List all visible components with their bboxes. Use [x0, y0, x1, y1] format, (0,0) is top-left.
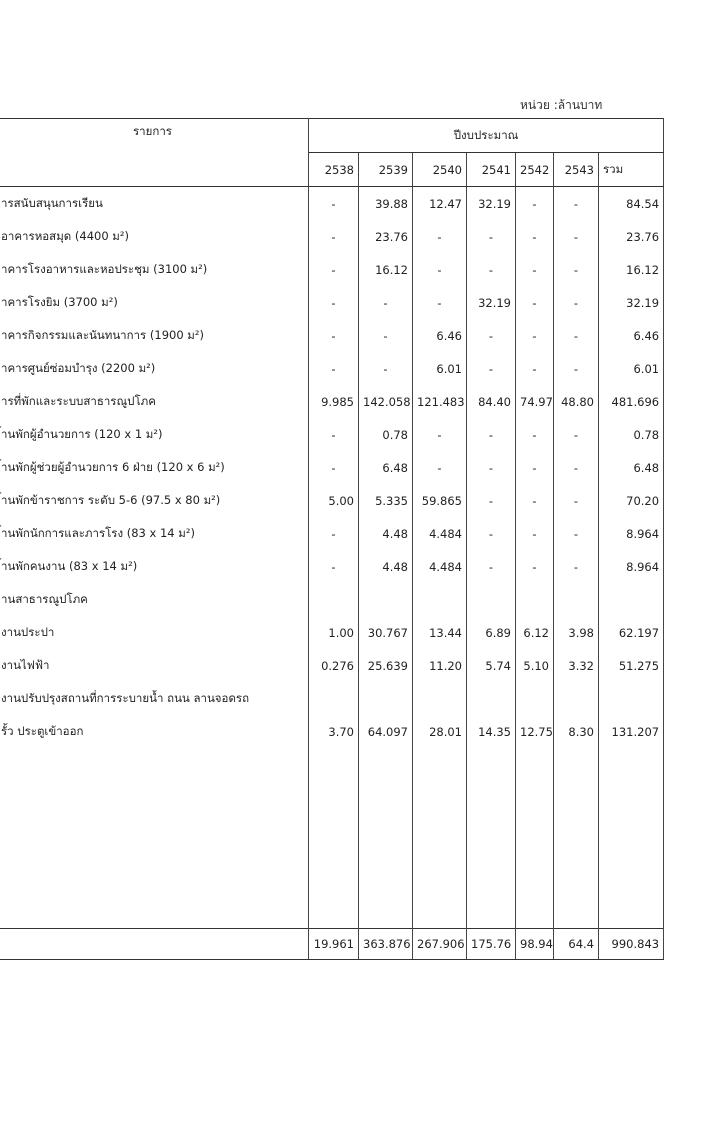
value-cell: 16.12	[359, 253, 413, 286]
value-cell: 142.058	[359, 385, 413, 418]
value-cell: 9.985	[309, 385, 359, 418]
value-cell: -	[554, 253, 599, 286]
item-label: านสาธารณูปโภค	[0, 583, 309, 616]
value-cell: -	[309, 517, 359, 550]
table-row	[0, 616, 664, 649]
value-cell: -	[309, 319, 359, 352]
value-cell: -	[516, 484, 554, 517]
table-row	[0, 682, 664, 715]
value-cell: -	[516, 550, 554, 583]
row-total-cell	[599, 583, 664, 616]
unit-label: หน่วย :ล้านบาท	[520, 98, 603, 112]
row-total-cell: 8.964	[599, 517, 664, 550]
value-cell: -	[413, 418, 467, 451]
value-cell	[467, 583, 516, 616]
value-cell	[516, 682, 554, 715]
value-cell	[413, 682, 467, 715]
item-label: าคารโรงอาหารและหอประชุม (3100 ม²)	[0, 253, 309, 286]
value-cell: 11.20	[413, 649, 467, 682]
row-total-cell: 70.20	[599, 484, 664, 517]
value-cell: 4.484	[413, 517, 467, 550]
item-label: อาคารหอสมุด (4400 ม²)	[0, 220, 309, 253]
value-cell: 84.40	[467, 385, 516, 418]
value-cell: -	[359, 352, 413, 385]
row-total-cell: 51.275	[599, 649, 664, 682]
total-cell: 19.961	[309, 929, 359, 960]
item-label: าคารโรงยิม (3700 ม²)	[0, 286, 309, 319]
table-row	[0, 385, 664, 418]
total-cell: 175.76	[467, 929, 516, 960]
table-row	[0, 220, 664, 253]
value-cell: -	[309, 550, 359, 583]
value-cell: 3.70	[309, 715, 359, 748]
value-cell: 32.19	[467, 187, 516, 221]
value-cell: 6.46	[413, 319, 467, 352]
value-cell: 23.76	[359, 220, 413, 253]
value-cell: -	[467, 418, 516, 451]
table-row	[0, 352, 664, 385]
value-cell: -	[467, 451, 516, 484]
value-cell: -	[516, 220, 554, 253]
value-cell: 1.00	[309, 616, 359, 649]
value-cell: -	[516, 187, 554, 221]
row-total-cell: 62.197	[599, 616, 664, 649]
value-cell: 5.74	[467, 649, 516, 682]
item-label: ้านพักข้าราชการ ระดับ 5-6 (97.5 x 80 ม²)	[0, 484, 309, 517]
value-cell: -	[516, 319, 554, 352]
value-cell: -	[516, 418, 554, 451]
value-cell: -	[309, 220, 359, 253]
table-row	[0, 451, 664, 484]
value-cell: 48.80	[554, 385, 599, 418]
value-cell	[359, 583, 413, 616]
table-row	[0, 187, 664, 221]
value-cell: -	[467, 484, 516, 517]
value-cell: -	[554, 187, 599, 221]
value-cell	[516, 583, 554, 616]
row-total-cell: 84.54	[599, 187, 664, 221]
totals-row	[0, 929, 664, 960]
value-cell: 121.483	[413, 385, 467, 418]
item-label: รั้ว ประตูเข้าออก	[0, 715, 309, 748]
value-cell: 3.98	[554, 616, 599, 649]
table-row	[0, 583, 664, 616]
value-cell: 0.276	[309, 649, 359, 682]
value-cell: 5.335	[359, 484, 413, 517]
value-cell: -	[413, 286, 467, 319]
value-cell: -	[554, 451, 599, 484]
value-cell: 12.47	[413, 187, 467, 221]
year-header: 2539	[359, 153, 413, 187]
table-row	[0, 550, 664, 583]
value-cell: -	[309, 418, 359, 451]
item-column-header: รายการ	[0, 119, 309, 187]
value-cell: -	[413, 253, 467, 286]
value-cell: -	[309, 187, 359, 221]
budget-table	[0, 118, 664, 960]
value-cell: 5.10	[516, 649, 554, 682]
value-cell	[554, 682, 599, 715]
year-header: 2541	[467, 153, 516, 187]
value-cell: -	[516, 253, 554, 286]
value-cell: 59.865	[413, 484, 467, 517]
value-cell: -	[359, 286, 413, 319]
value-cell: 0.78	[359, 418, 413, 451]
total-cell: 64.4	[554, 929, 599, 960]
table-row	[0, 649, 664, 682]
value-cell	[467, 682, 516, 715]
row-total-cell: 32.19	[599, 286, 664, 319]
row-total-cell: 131.207	[599, 715, 664, 748]
value-cell: 25.639	[359, 649, 413, 682]
total-cell: 98.94	[516, 929, 554, 960]
value-cell: -	[309, 352, 359, 385]
row-total-cell: 23.76	[599, 220, 664, 253]
table-row	[0, 286, 664, 319]
value-cell: -	[467, 517, 516, 550]
value-cell	[359, 682, 413, 715]
item-label: ารที่พักและระบบสาธารณูปโภค	[0, 385, 309, 418]
row-total-cell: 0.78	[599, 418, 664, 451]
value-cell: -	[309, 286, 359, 319]
value-cell: 39.88	[359, 187, 413, 221]
blank-area	[0, 748, 664, 929]
value-cell: -	[467, 352, 516, 385]
item-label: งานประปา	[0, 616, 309, 649]
value-cell: -	[467, 319, 516, 352]
value-cell: 4.48	[359, 517, 413, 550]
row-total-cell: 16.12	[599, 253, 664, 286]
row-total-cell: 6.01	[599, 352, 664, 385]
value-cell	[413, 583, 467, 616]
value-cell: -	[467, 550, 516, 583]
year-header: 2543	[554, 153, 599, 187]
value-cell: -	[554, 550, 599, 583]
value-cell: -	[554, 517, 599, 550]
item-label: ารสนับสนุนการเรียน	[0, 187, 309, 221]
value-cell: 13.44	[413, 616, 467, 649]
item-label: งานปรับปรุงสถานที่การระบายน้ำ ถนน ลานจอดรถ	[0, 682, 309, 715]
value-cell: -	[554, 286, 599, 319]
year-header: 2538	[309, 153, 359, 187]
value-cell: 6.89	[467, 616, 516, 649]
table-row	[0, 418, 664, 451]
value-cell: -	[516, 352, 554, 385]
item-label: าคารกิจกรรมและนันทนาการ (1900 ม²)	[0, 319, 309, 352]
table-row	[0, 319, 664, 352]
total-column-header: รวม	[599, 153, 664, 187]
table-row	[0, 517, 664, 550]
item-label: งานไฟฟ้า	[0, 649, 309, 682]
item-label: ้านพักนักการและภารโรง (83 x 14 ม²)	[0, 517, 309, 550]
table-row	[0, 484, 664, 517]
table-row	[0, 715, 664, 748]
value-cell: -	[467, 220, 516, 253]
total-cell: 990.843	[599, 929, 664, 960]
table-row	[0, 253, 664, 286]
row-total-cell	[599, 682, 664, 715]
value-cell: -	[554, 220, 599, 253]
item-label: ้านพักผู้อำนวยการ (120 x 1 ม²)	[0, 418, 309, 451]
value-cell: 4.48	[359, 550, 413, 583]
row-total-cell: 8.964	[599, 550, 664, 583]
row-total-cell: 6.46	[599, 319, 664, 352]
value-cell: -	[467, 253, 516, 286]
value-cell: 14.35	[467, 715, 516, 748]
fiscal-year-header: ปีงบประมาณ	[309, 119, 664, 153]
row-total-cell: 6.48	[599, 451, 664, 484]
value-cell: -	[516, 517, 554, 550]
item-label: ้านพักคนงาน (83 x 14 ม²)	[0, 550, 309, 583]
total-cell: 267.906	[413, 929, 467, 960]
value-cell: 28.01	[413, 715, 467, 748]
value-cell: 64.097	[359, 715, 413, 748]
value-cell	[554, 583, 599, 616]
item-label: ้านพักผู้ช่วยผู้อำนวยการ 6 ฝ่าย (120 x 6 ม²)	[0, 451, 309, 484]
value-cell: 30.767	[359, 616, 413, 649]
value-cell: -	[413, 451, 467, 484]
totals-label-cell	[0, 929, 309, 960]
year-header: 2542	[516, 153, 554, 187]
value-cell: 74.97	[516, 385, 554, 418]
value-cell: 8.30	[554, 715, 599, 748]
value-cell: -	[554, 418, 599, 451]
value-cell: 6.12	[516, 616, 554, 649]
value-cell: -	[516, 286, 554, 319]
value-cell: 5.00	[309, 484, 359, 517]
value-cell: 4.484	[413, 550, 467, 583]
row-total-cell: 481.696	[599, 385, 664, 418]
value-cell	[309, 682, 359, 715]
total-cell: 363.876	[359, 929, 413, 960]
item-label: าคารศูนย์ซ่อมบำรุง (2200 ม²)	[0, 352, 309, 385]
value-cell: -	[554, 352, 599, 385]
value-cell: -	[359, 319, 413, 352]
value-cell: -	[516, 451, 554, 484]
value-cell: -	[413, 220, 467, 253]
value-cell	[309, 583, 359, 616]
value-cell: -	[309, 253, 359, 286]
value-cell: 6.01	[413, 352, 467, 385]
value-cell: 12.75	[516, 715, 554, 748]
value-cell: 6.48	[359, 451, 413, 484]
value-cell: -	[554, 319, 599, 352]
value-cell: -	[309, 451, 359, 484]
year-header: 2540	[413, 153, 467, 187]
value-cell: -	[554, 484, 599, 517]
value-cell: 32.19	[467, 286, 516, 319]
value-cell: 3.32	[554, 649, 599, 682]
